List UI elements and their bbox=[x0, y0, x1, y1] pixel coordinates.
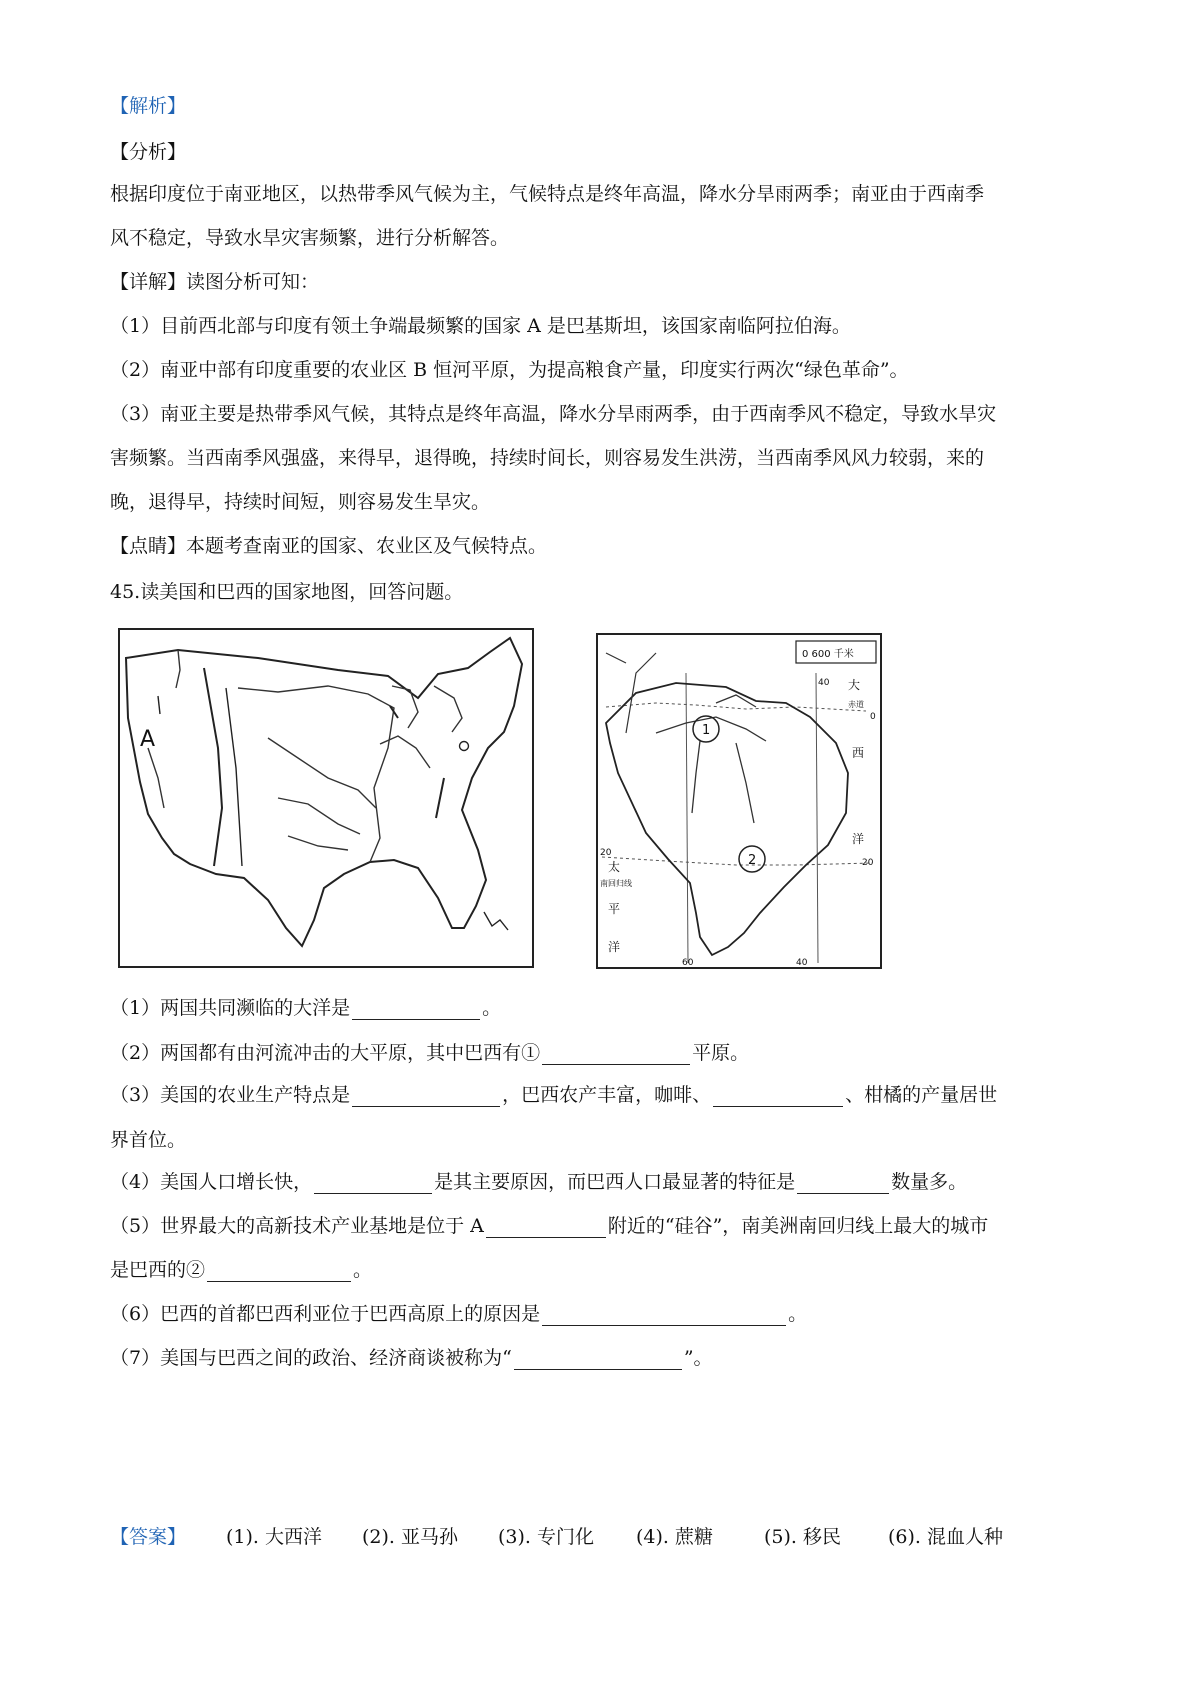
question-4-mid: 是其主要原因，而巴西人口最显著的特征是 bbox=[434, 1171, 796, 1193]
question-6-blank[interactable] bbox=[542, 1303, 786, 1326]
question-6 bbox=[110, 1300, 807, 1328]
detail-item-2: （2）南亚中部有印度重要的农业区 B 恒河平原，为提高粮食产量，印度实行两次“绿色革命”。 bbox=[110, 359, 909, 381]
question-1-end: 。 bbox=[482, 997, 502, 1019]
question-2-text: （2）两国都有由河流冲击的大平原，其中巴西有① bbox=[110, 1042, 541, 1064]
detail-item-3-line-1: （3）南亚主要是热带季风气候，其特点是终年高温，降水分旱雨两季，由于西南季风不稳定，导致水旱灾 bbox=[110, 403, 997, 425]
question-3-continued: 界首位。 bbox=[110, 1129, 187, 1151]
brazil-label-yang: 洋 bbox=[852, 832, 865, 846]
question-4-blank-2[interactable] bbox=[797, 1171, 889, 1194]
usa-map bbox=[118, 628, 534, 968]
answer-item-4: (4). 蔗糖 bbox=[636, 1526, 713, 1548]
question-1 bbox=[110, 994, 501, 1022]
question-5-mid: 附近的“硅谷”，南美洲南回归线上最大的城市 bbox=[607, 1215, 989, 1237]
brazil-map-svg bbox=[596, 633, 882, 969]
dianjing-text: 【点睛】本题考查南亚的国家、农业区及气候特点。 bbox=[110, 535, 548, 557]
marker-2-label: 2 bbox=[748, 853, 757, 868]
question-3-text: （3）美国的农业生产特点是 bbox=[110, 1084, 351, 1106]
brazil-label-40-top: 40 bbox=[818, 678, 830, 688]
question-5-end: 。 bbox=[353, 1259, 373, 1281]
answer-item-2: (2). 亚马孙 bbox=[362, 1526, 458, 1548]
analysis-tag: 【解析】 bbox=[110, 95, 187, 117]
answer-item-3: (3). 专门化 bbox=[498, 1526, 594, 1548]
question-7 bbox=[110, 1344, 713, 1372]
brazil-label-tai: 太 bbox=[608, 860, 621, 874]
answer-item-1: (1). 大西洋 bbox=[226, 1526, 322, 1548]
brazil-label-xi: 西 bbox=[852, 746, 865, 760]
brazil-label-tropic: 南回归线 bbox=[600, 879, 632, 888]
brazil-map bbox=[596, 633, 882, 969]
question-5 bbox=[110, 1212, 988, 1240]
detail-item-3-line-2: 害频繁。当西南季风强盛，来得早，退得晚，持续时间长，则容易发生洪涝，当西南季风风力较弱，来的 bbox=[110, 447, 985, 469]
brazil-label-chidao: 赤道 bbox=[848, 700, 864, 709]
brazil-label-20-right: 20 bbox=[862, 858, 874, 868]
question-4-blank-1[interactable] bbox=[314, 1171, 432, 1194]
usa-map-label-a: A bbox=[140, 727, 156, 752]
question-6-end: 。 bbox=[788, 1303, 808, 1325]
question-2-end: 平原。 bbox=[692, 1042, 750, 1064]
question-5-blank-2[interactable] bbox=[207, 1259, 351, 1282]
question-6-text: （6）巴西的首都巴西利亚位于巴西高原上的原因是 bbox=[110, 1303, 541, 1325]
answer-item-5: (5). 移民 bbox=[764, 1526, 841, 1548]
question-5-text-2: 是巴西的② bbox=[110, 1259, 206, 1281]
question-45-title: 45.读美国和巴西的国家地图，回答问题。 bbox=[110, 581, 464, 603]
answer-tag: 【答案】 bbox=[110, 1526, 187, 1548]
question-5-continued bbox=[110, 1256, 372, 1284]
question-7-end: ”。 bbox=[683, 1347, 713, 1369]
fenxi-text-line-1: 根据印度位于南亚地区，以热带季风气候为主，气候特点是终年高温，降水分旱雨两季；南亚由于西南季 bbox=[110, 183, 985, 205]
question-1-blank[interactable] bbox=[352, 997, 480, 1020]
question-4-end: 数量多。 bbox=[891, 1171, 968, 1193]
question-2 bbox=[110, 1039, 749, 1067]
question-3 bbox=[110, 1081, 997, 1109]
fenxi-tag: 【分析】 bbox=[110, 141, 187, 163]
brazil-label-60-bottom: 60 bbox=[682, 958, 694, 968]
question-5-blank-1[interactable] bbox=[486, 1215, 606, 1238]
brazil-label-ping: 平 bbox=[608, 902, 621, 916]
brazil-label-0: 0 bbox=[870, 712, 876, 722]
brazil-label-20-left: 20 bbox=[600, 848, 612, 858]
question-2-blank[interactable] bbox=[542, 1042, 690, 1065]
answer-item-6: (6). 混血人种 bbox=[888, 1526, 1003, 1548]
fenxi-text-line-2: 风不稳定，导致水旱灾害频繁，进行分析解答。 bbox=[110, 227, 510, 249]
question-4-text: （4）美国人口增长快， bbox=[110, 1171, 313, 1193]
question-3-end: 、柑橘的产量居世 bbox=[845, 1084, 998, 1106]
question-5-text: （5）世界最大的高新技术产业基地是位于 A bbox=[110, 1215, 484, 1237]
brazil-label-yang2: 洋 bbox=[608, 940, 621, 954]
question-3-mid: ，巴西农产丰富，咖啡、 bbox=[502, 1084, 712, 1106]
marker-1-label: 1 bbox=[702, 723, 711, 738]
question-3-blank-2[interactable] bbox=[713, 1084, 843, 1107]
brazil-label-da: 大 bbox=[848, 678, 861, 692]
question-7-text: （7）美国与巴西之间的政治、经济商谈被称为“ bbox=[110, 1347, 512, 1369]
usa-map-svg bbox=[118, 628, 534, 968]
detail-item-3-line-3: 晚，退得早，持续时间短，则容易发生旱灾。 bbox=[110, 491, 491, 513]
question-3-blank-1[interactable] bbox=[352, 1084, 500, 1107]
detail-item-1: （1）目前西北部与印度有领土争端最频繁的国家 A 是巴基斯坦，该国家南临阿拉伯海。 bbox=[110, 315, 851, 337]
question-4 bbox=[110, 1168, 967, 1196]
detail-heading: 【详解】读图分析可知： bbox=[110, 271, 320, 293]
question-1-text: （1）两国共同濒临的大洋是 bbox=[110, 997, 351, 1019]
scale-bar-label: 0 600 千米 bbox=[802, 649, 854, 660]
brazil-label-40-bottom: 40 bbox=[796, 958, 808, 968]
question-7-blank[interactable] bbox=[514, 1347, 682, 1370]
